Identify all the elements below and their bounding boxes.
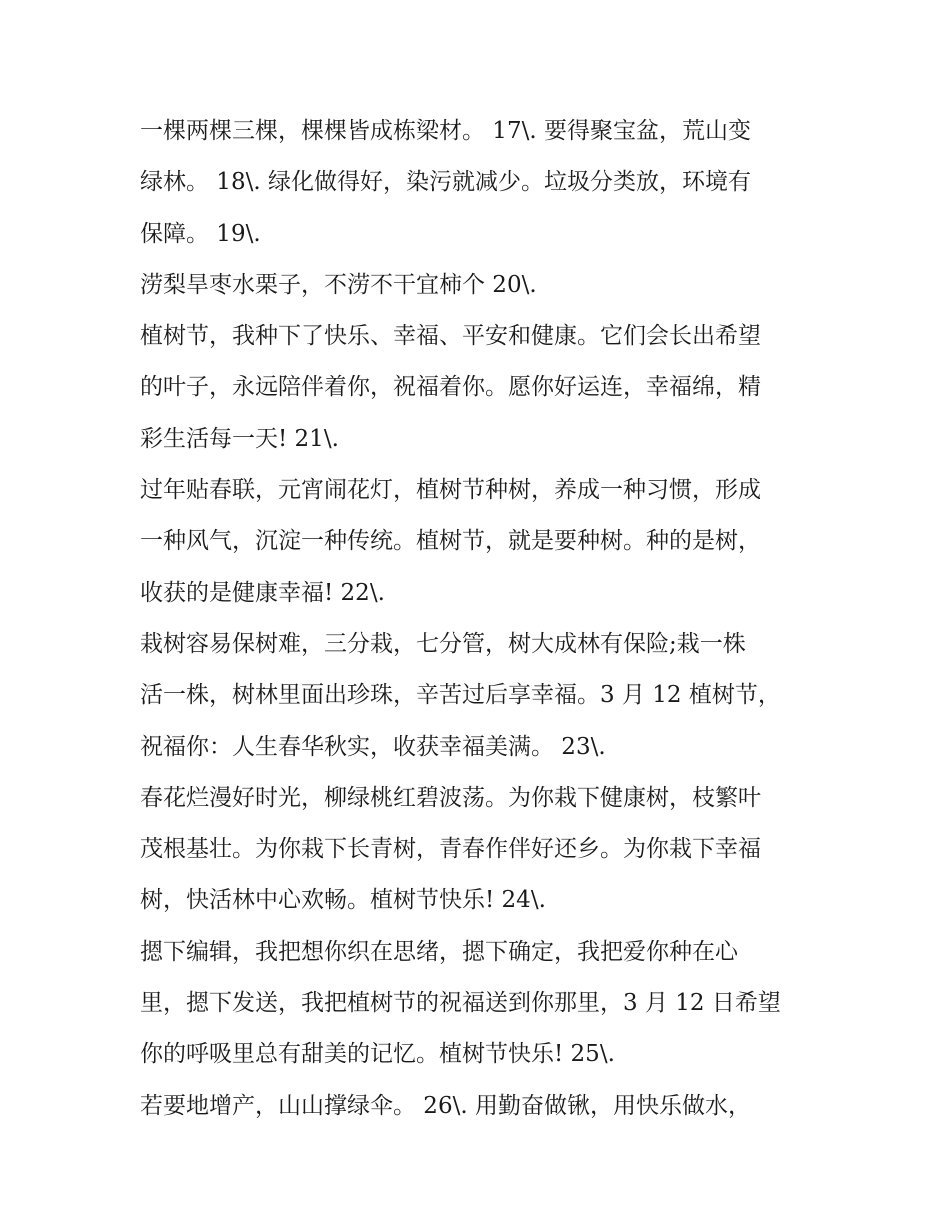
text-line: 收获的是健康幸福! 22\.: [140, 579, 385, 606]
text-line: 树，快活林中心欢畅。植树节快乐! 24\.: [140, 887, 546, 914]
text-line: 祝福你：人生春华秋实，收获幸福美满。 23\.: [140, 733, 606, 760]
text-line: 过年贴春联，元宵闹花灯，植树节种树，养成一种习惯，形成: [140, 477, 761, 504]
text-line: 保障。 19\.: [140, 220, 261, 247]
text-line: 涝梨旱枣水栗子，不涝不干宜柿个 20\.: [140, 271, 537, 298]
text-line: 活一株，树林里面出珍珠，辛苦过后享幸福。3 月 12 植树节，: [140, 682, 781, 709]
text-line: 摁下编辑，我把想你织在思绪，摁下确定，我把爱你种在心: [140, 938, 738, 965]
text-line: 茂根基壮。为你栽下长青树，青春作伴好还乡。为你栽下幸福: [140, 836, 761, 863]
text-line: 一种风气，沉淀一种传统。植树节，就是要种树。种的是树，: [140, 528, 761, 555]
text-line: 一棵两棵三棵，棵棵皆成栋梁材。 17\. 要得聚宝盆，荒山变: [140, 118, 751, 144]
text-line: 植树节，我种下了快乐、幸福、平安和健康。它们会长出希望: [140, 323, 761, 350]
body-text: [140, 106, 820, 1132]
text-line: 彩生活每一天! 21\.: [140, 425, 339, 452]
text-line: 春花烂漫好时光，柳绿桃红碧波荡。为你栽下健康树，枝繁叶: [140, 784, 761, 811]
text-line: 若要地增产，山山撑绿伞。 26\. 用勤奋做锹，用快乐做水，: [140, 1092, 751, 1119]
text-line: 栽树容易保树难，三分栽，七分管，树大成林有保险;栽一株: [140, 630, 746, 657]
text-line: 的叶子，永远陪伴着你，祝福着你。愿你好运连，幸福绵，精: [140, 374, 761, 401]
text-line: 里，摁下发送，我把植树节的祝福送到你那里，3 月 12 日希望: [140, 990, 781, 1017]
text-line: 绿林。 18\. 绿化做得好，染污就减少。垃圾分类放，环境有: [140, 169, 751, 196]
text-line: 你的呼吸里总有甜美的记忆。植树节快乐! 25\.: [140, 1041, 615, 1068]
